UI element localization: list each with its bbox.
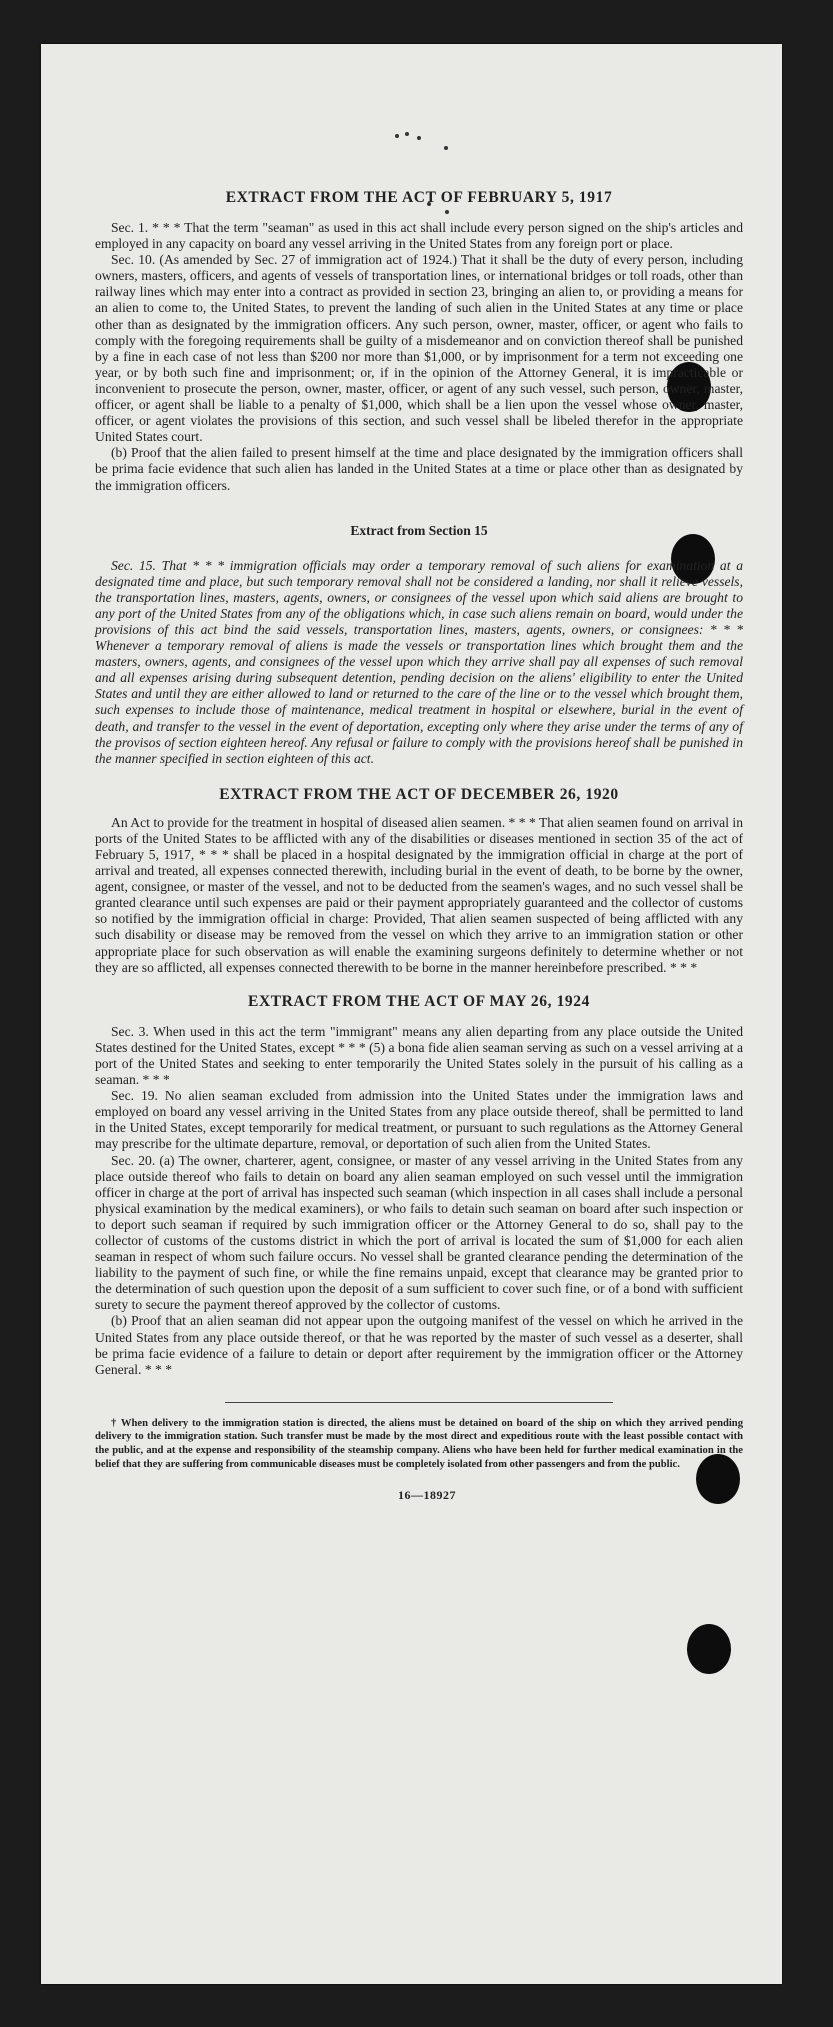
section-title: EXTRACT FROM THE ACT OF DECEMBER 26, 1920 [219,785,619,803]
section-title: EXTRACT FROM THE ACT OF FEBRUARY 5, 1917 [225,189,613,206]
punch-hole [687,1624,731,1674]
document-page [41,44,782,1984]
paragraph: Sec. 15. That * * * immigration officials may order a temporary removal of such aliens for examination at a designated time and place, but such temporary removal shall not be considered a landing, nor shall it relieve vessels, the transportation lines, masters, agents, owners, or consignees of the vessel upon which said aliens are brought to any port of the United States from any of the obligations which, in case such aliens remain on board, would under the provisions of this act bind the said vessels, transportation lines, masters, agents, owners, or consignees: * * * Whenever a temporary removal of aliens is made the vessels or transportation lines which brought them and the masters, owners, agents, and consignees of the vessel upon which they arrive shall pay all expenses of such removal and all expenses arising during subsequent detention, pending decision on the aliens' eligibility to enter the United States and until they are either allowed to land or returned to the care of the line or to the vessel which brought them, such expenses to include those of maintenance, medical treatment in hospital or elsewhere, burial in the event of death, and transfer to the vessel in the event of deportation, excepting only where they arise under the terms of any of the provisos of section eighteen hereof. Any refusal or failure to comply with the provisions hereof shall be punished in the manner specified in section eighteen of this act. [95,557,743,766]
paragraph: Sec. 1. * * * That the term "seaman" as used in this act shall include every person signed on the ship's articles and employed in any capacity on board any vessel arriving in the United States from any foreign port or place. [95,220,743,252]
paragraph: (b) Proof that an alien seaman did not appear upon the outgoing manifest of the vessel on which he arrived in the United States from any place outside thereof, or that he was reported by the master of such vessel as a deserter, shall be prima facie evidence of a failure to detain or deport after requirement by the immigration officer or the Attorney General. * * * [95,1313,743,1377]
document-body [95,44,743,1503]
paragraph: Sec. 10. (As amended by Sec. 27 of immigration act of 1924.) That it shall be the duty of every person, including owners, masters, officers, and agents of vessels of transportation lines, or international bridges or toll roads, other than railway lines which may enter into a contract as provided in section 23, bringing an alien to, or providing a means for an alien to come to, the United States, to prevent the landing of such alien in the United States at any time or place other than as designated by the immigration officers. Any such person, owner, master, officer, or agent who fails to comply with the foregoing requirements shall be guilty of a misdemeanor and on conviction thereof shall be punished by a fine in each case of not less than $200 nor more than $1,000, or by imprisonment for a term not exceeding one year, or by both such fine and imprisonment; or, if in the opinion of the Attorney General, it is impracticable or inconvenient to prosecute the person, owner, master, officer, or agent of any such vessel, such person, owner, master, officer, or agent shall be liable to a penalty of $1,000, which shall be a lien upon the vessel whose owner, master, officer, or agent violates the provisions of this section, and such vessel shall be libeled therefor in the appropriate United States court. [95,252,743,445]
paragraph: An Act to provide for the treatment in hospital of diseased alien seamen. * * * That alien seamen found on arrival in ports of the United States to be afflicted with any of the disabilities or diseases mentioned in section 35 of the act of February 5, 1917, * * * shall be placed in a hospital designated by the immigration official in charge at the port of arrival and treated, all expenses connected therewith, including burial in the event of death, to be borne by the owner, agent, consignee, or master of the vessel, and not to be deducted from the seamen's wages, and no such vessel shall be granted clearance until such expenses are paid or their payment appropriately guaranteed and the collector of customs so notified by the immigration official in charge: Provided, That alien seamen suspected of being afflicted with any such disability or disease may be removed from the vessel on which they arrive to an immigration station or other appropriate place for such observation as will enable the examining surgeons definitely to determine whether or not they are so afflicted, all expenses connected therewith to be borne in the manner hereinbefore prescribed. * * * [95,814,743,975]
paragraph: (b) Proof that the alien failed to present himself at the time and place designated by the immigration officers shall be prima facie evidence that such alien has landed in the United States at a time or place other than as designated by the immigration officers. [95,445,743,493]
footnote: † When delivery to the immigration station is directed, the aliens must be detained on board of the ship on which they arrived pending delivery to the immigration station. Such transfer must be made by the most direct and expeditious route with the least possible contact with the public, and at the expense and responsibility of the steamship company. Aliens who have been held for further medical examination in the belief that they are suffering from communicable diseases must be completely isolated from other passengers and from the public. [95,1417,743,1470]
paragraph: Sec. 3. When used in this act the term "immigrant" means any alien departing from any place outside the United States destined for the United States, except * * * (5) a bona fide alien seaman serving as such on a vessel arriving at a port of the United States and seeking to enter temporarily the United States solely in the pursuit of his calling as a seaman. * * * [95,1023,743,1088]
paragraph: Sec. 20. (a) The owner, charterer, agent, consignee, or master of any vessel arriving in the United States from any place outside thereof who fails to detain on board any alien seaman employed on such vessel until the immigration officer in charge at the port of arrival has inspected such seaman (which inspection in all cases shall include a personal physical examination by the medical examiners), or who fails to detain such seaman on board after such inspection or to deport such seaman if required by such immigration officer or the Attorney General to do so, shall pay to the collector of customs of the customs district in which the port of arrival is located the sum of $1,000 for each alien seaman in respect of whom such failure occurs. No vessel shall be granted clearance pending the determination of the liability to the payment of such fine, or while the fine remains unpaid, except that clearance may be granted prior to the determination of such question upon the deposit of a sum sufficient to cover such fine, or of a bond with sufficient surety to secure the payment thereof approved by the collector of customs. [95,1152,743,1313]
section-title: EXTRACT FROM THE ACT OF MAY 26, 1924 [248,992,590,1010]
subsection-title: Extract from Section 15 [350,522,488,538]
print-code: 16—18927 [398,1488,456,1503]
paragraph: Sec. 19. No alien seaman excluded from admission into the United States under the immigration laws and employed on board any vessel arriving in the United States from any place outside thereof, shall be permitted to land in the United States, except temporarily for medical treatment, or pursuant to such regulations as the Attorney General may prescribe for the ultimate departure, removal, or deportation of such alien from the United States. [95,1088,743,1152]
